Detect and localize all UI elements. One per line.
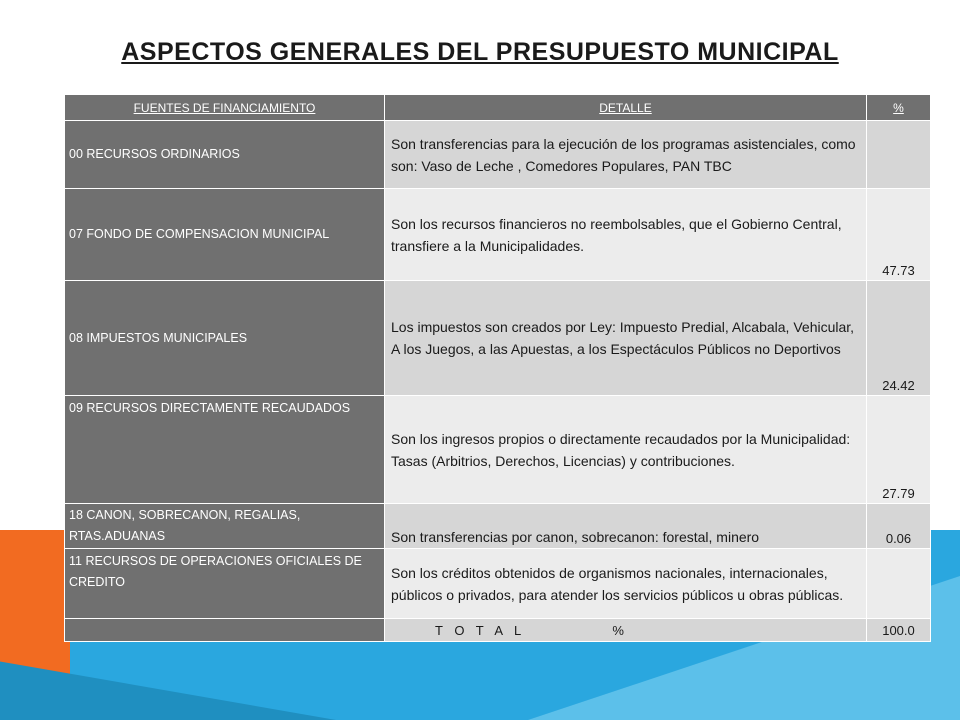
- total-row: [65, 619, 931, 642]
- source-cell: 18 CANON, SOBRECANON, REGALIAS, RTAS.ADUANAS: [65, 504, 385, 549]
- detail-cell: Son transferencias por canon, sobrecanon: forestal, minero: [385, 504, 867, 549]
- total-value: 100.0: [867, 619, 931, 642]
- detail-cell: Los impuestos son creados por Ley: Impuesto Predial, Alcabala, Vehicular, A los Juegos, a las Apuestas, a los Espectáculos Públicos no Deportivos: [385, 281, 867, 396]
- percent-cell: 24.42: [867, 281, 931, 396]
- percent-cell: 0.06: [867, 504, 931, 549]
- total-percent-sign: %: [612, 622, 624, 638]
- total-label: T O T A L: [435, 622, 525, 638]
- table-row: [65, 549, 931, 619]
- table-row: [65, 396, 931, 504]
- detail-cell: Son los recursos financieros no reembolsables, que el Gobierno Central, transfiere a la Municipalidades.: [385, 189, 867, 281]
- percent-cell: 27.79: [867, 396, 931, 504]
- source-cell: 00 RECURSOS ORDINARIOS: [65, 121, 385, 189]
- source-cell: 09 RECURSOS DIRECTAMENTE RECAUDADOS: [65, 396, 385, 504]
- header-detail: DETALLE: [385, 95, 867, 121]
- source-cell: 11 RECURSOS DE OPERACIONES OFICIALES DE CREDITO: [65, 549, 385, 619]
- budget-table: [64, 94, 931, 642]
- table-header-row: [65, 95, 931, 121]
- detail-cell: Son los ingresos propios o directamente recaudados por la Municipalidad: Tasas (Arbitrios, Derechos, Licencias) y contribuciones.: [385, 396, 867, 504]
- table-row: [65, 281, 931, 396]
- detail-cell: Son transferencias para la ejecución de los programas asistenciales, como son: Vaso de Leche , Comedores Populares, PAN TBC: [385, 121, 867, 189]
- header-sources: FUENTES DE FINANCIAMIENTO: [65, 95, 385, 121]
- detail-cell: Son los créditos obtenidos de organismos nacionales, internacionales, públicos o privados, para atender los servicios públicos u obras públicas.: [385, 549, 867, 619]
- table-row: [65, 504, 931, 549]
- source-cell: 07 FONDO DE COMPENSACION MUNICIPAL: [65, 189, 385, 281]
- percent-cell: 47.73: [867, 189, 931, 281]
- table-row: [65, 121, 931, 189]
- percent-cell: [867, 549, 931, 619]
- percent-cell: [867, 121, 931, 189]
- header-percent: %: [867, 95, 931, 121]
- total-label-cell: [385, 619, 867, 642]
- source-cell: 08 IMPUESTOS MUNICIPALES: [65, 281, 385, 396]
- table-row: [65, 189, 931, 281]
- slide-title: ASPECTOS GENERALES DEL PRESUPUESTO MUNICIPAL: [121, 38, 839, 66]
- total-empty-cell: [65, 619, 385, 642]
